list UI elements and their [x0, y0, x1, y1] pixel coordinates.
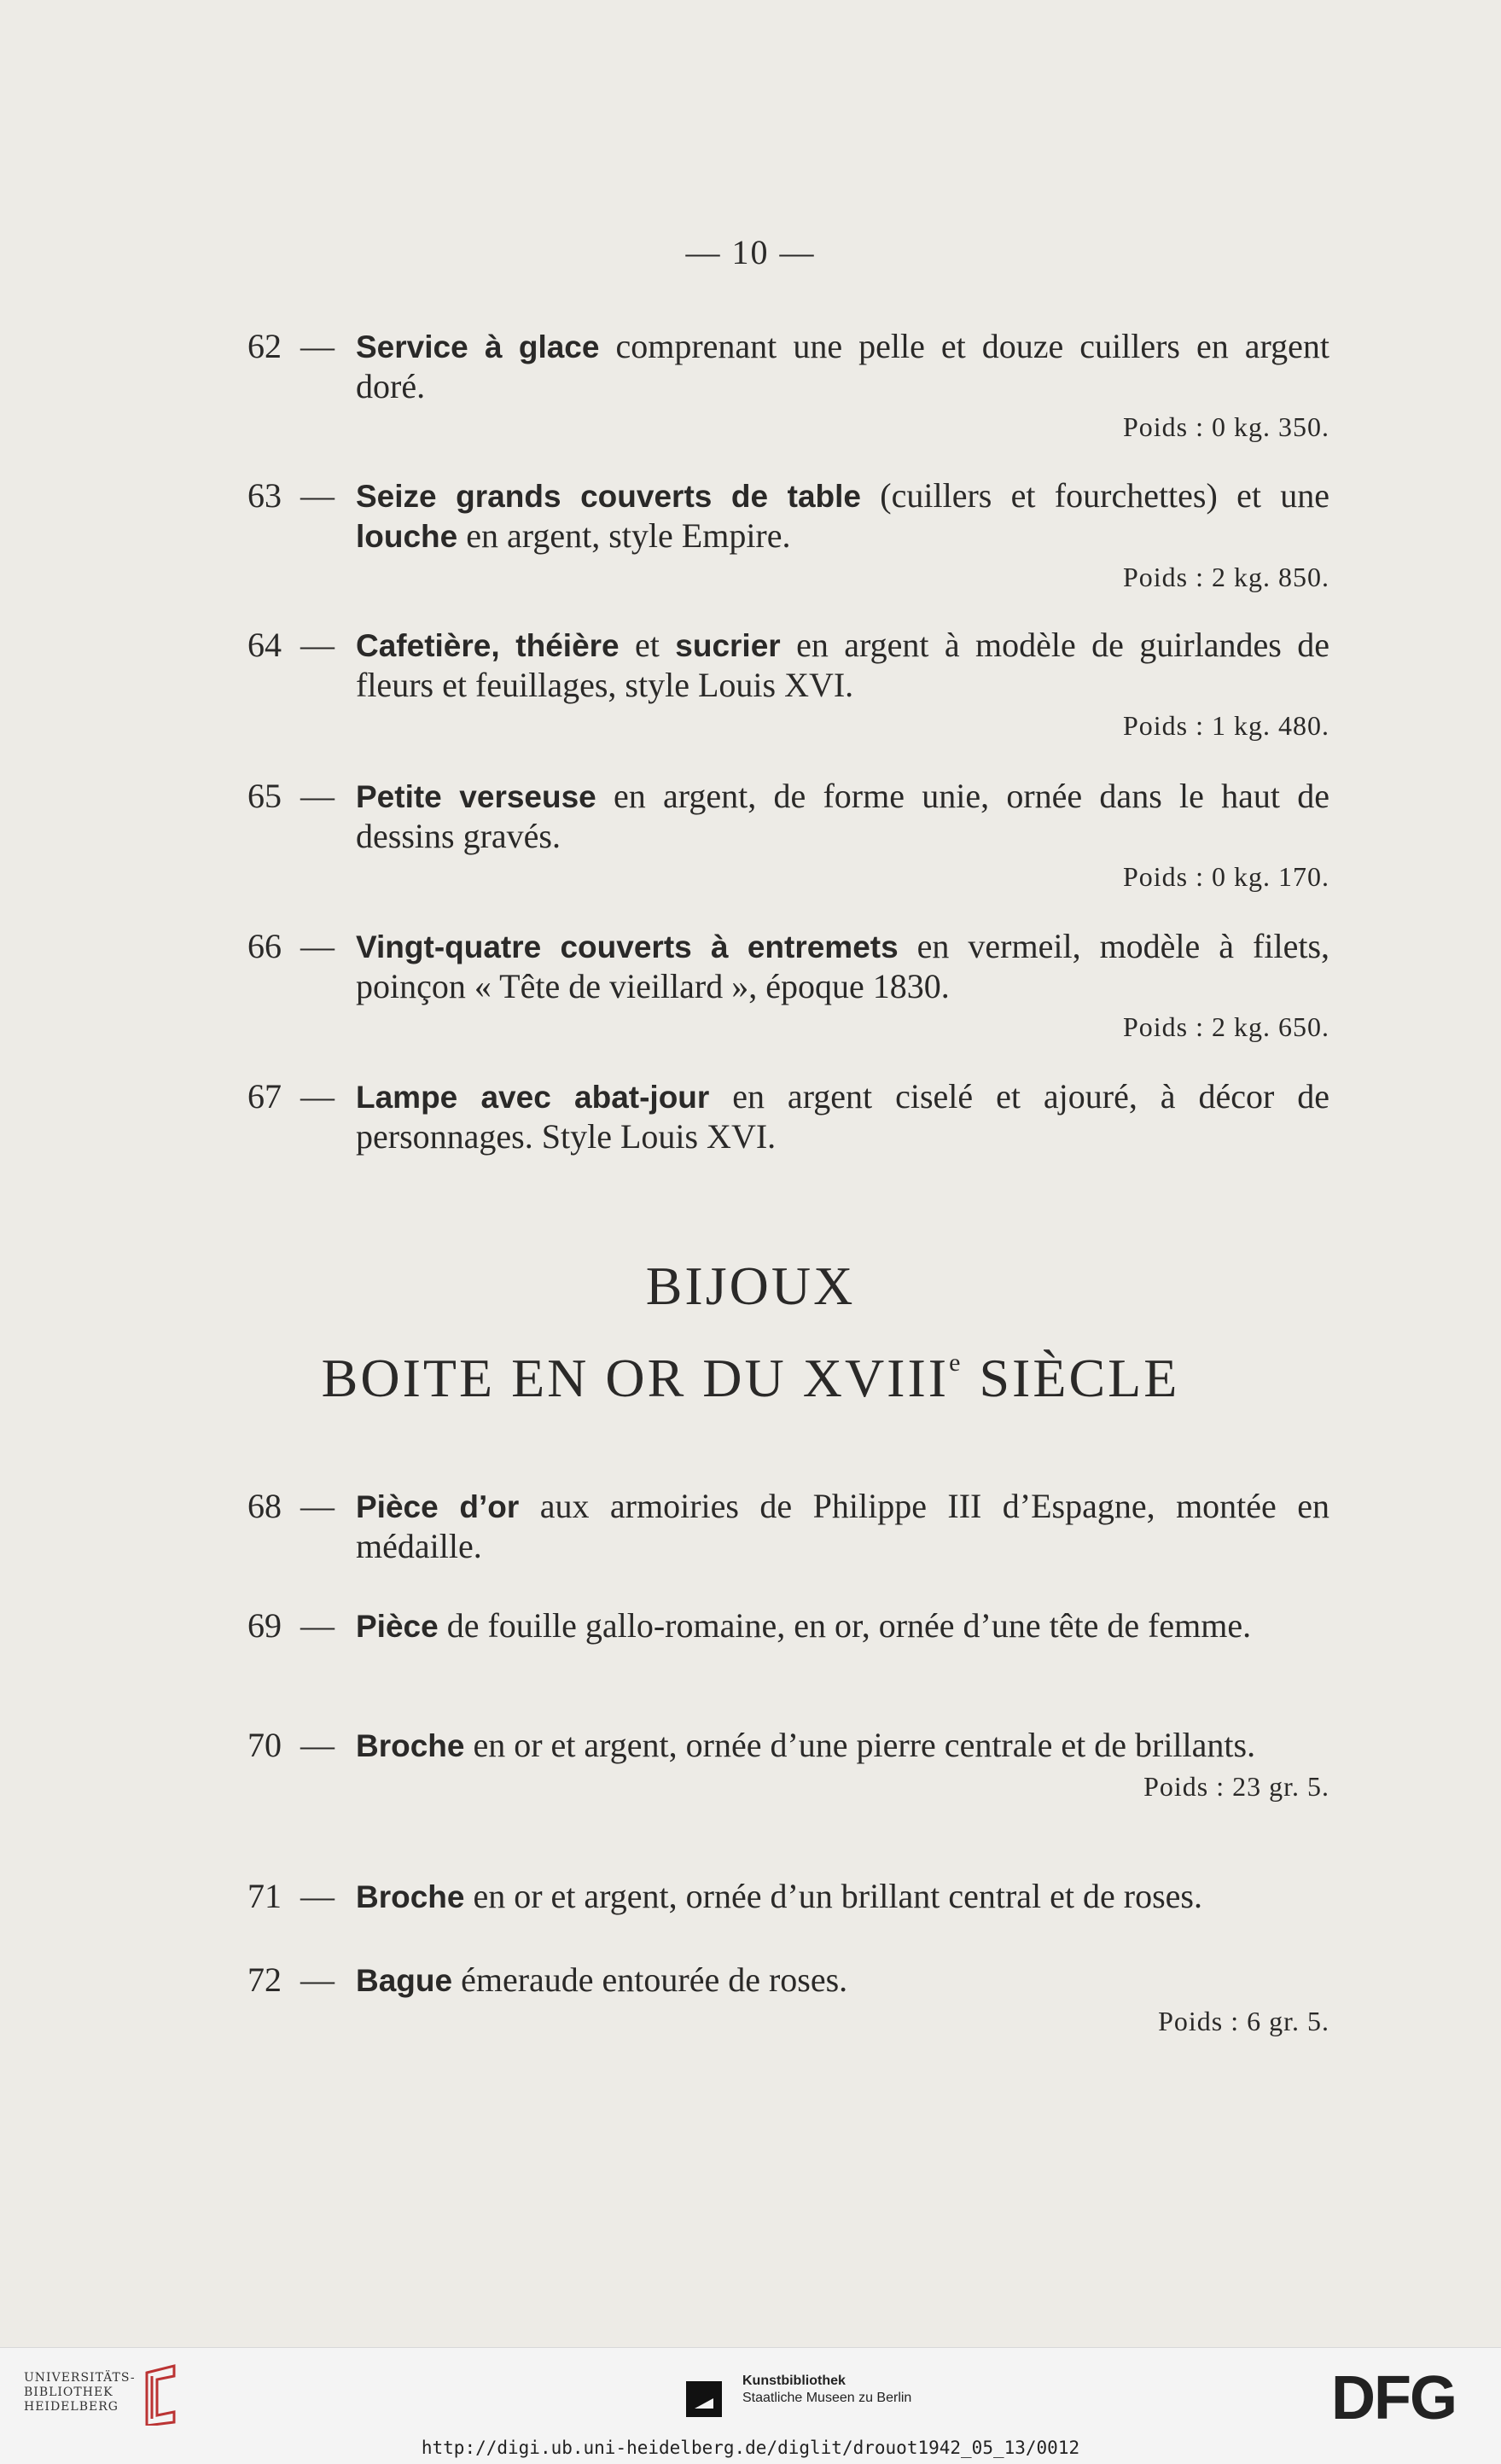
lot-text: aux armoiries de Philippe III d’Espagne, montée en médaille. — [356, 1487, 1329, 1565]
section-subtitle — [0, 1347, 1501, 1410]
lot-number: 69 — [247, 1606, 282, 1645]
lot-entry-65 — [247, 777, 1329, 894]
lot-description — [356, 327, 1329, 406]
lot-text: en or et argent, ornée d’une pierre centrale et de brillants. — [464, 1726, 1256, 1764]
lot-weight: Poids : 0 kg. 350. — [1122, 411, 1329, 442]
lot-text: émeraude entourée de roses. — [452, 1960, 848, 1999]
lot-entry-66 — [247, 927, 1329, 1044]
lot-dash: — — [300, 476, 335, 515]
university-library-name — [24, 2371, 136, 2414]
lot-title: Petite verseuse — [356, 779, 596, 814]
lot-text: comprenant une pelle et douze cuillers en argent doré. — [356, 327, 1329, 405]
lot-description — [356, 1877, 1329, 1917]
lot-text: en or et argent, ornée d’un brillant central et de roses. — [464, 1877, 1202, 1915]
kunstbibliothek-logo-icon — [683, 2378, 725, 2420]
lot-title: Bague — [356, 1963, 453, 1998]
lot-text: et — [619, 626, 676, 664]
lot-weight: Poids : 1 kg. 480. — [1122, 710, 1329, 741]
lot-title-secondary: louche — [356, 519, 458, 554]
lot-weight: Poids : 2 kg. 650. — [1122, 1011, 1329, 1042]
kunstbibliothek-subtitle: Staatliche Museen zu Berlin — [742, 2391, 912, 2405]
lot-dash: — — [300, 927, 335, 965]
lot-description — [356, 476, 1329, 556]
lot-description — [356, 626, 1329, 705]
lot-dash: — — [300, 1077, 335, 1115]
lot-entry-67 — [247, 1077, 1329, 1156]
library-line: BIBLIOTHEK — [24, 2385, 113, 2399]
lot-title: Broche — [356, 1728, 465, 1763]
lot-dash: — — [300, 1960, 335, 1999]
lot-entry-63 — [247, 476, 1329, 594]
lot-dash: — — [300, 327, 335, 365]
lot-description — [356, 1726, 1329, 1766]
library-line: HEIDELBERG — [24, 2400, 119, 2414]
lot-entry-62 — [247, 327, 1329, 444]
lot-weight: Poids : 0 kg. 170. — [1122, 861, 1329, 892]
subtitle-text-end: SIÈCLE — [963, 1348, 1180, 1408]
lot-title: Seize grands couverts de table — [356, 479, 862, 514]
lot-description — [356, 1606, 1329, 1646]
lot-weight: Poids : 2 kg. 850. — [1122, 562, 1329, 592]
lot-entry-70 — [247, 1726, 1329, 1803]
lot-dash: — — [300, 1487, 335, 1525]
lot-entry-69 — [247, 1606, 1329, 1646]
library-line: UNIVERSITÄTS- — [24, 2371, 136, 2385]
source-url[interactable]: http://digi.ub.uni-heidelberg.de/diglit/drouot1942_05_13/0012 — [421, 2438, 1080, 2458]
lot-description — [356, 777, 1329, 856]
lot-title: Pièce d’or — [356, 1489, 520, 1524]
lot-text-secondary: en argent, style Empire. — [457, 516, 791, 555]
lot-dash: — — [300, 1877, 335, 1915]
lot-weight: Poids : 23 gr. 5. — [1143, 1771, 1329, 1802]
lot-description — [356, 927, 1329, 1006]
lot-title: Pièce — [356, 1609, 439, 1644]
lot-number: 70 — [247, 1726, 282, 1764]
lot-text: en argent, de forme unie, ornée dans le haut de dessins gravés. — [356, 777, 1329, 855]
lot-entry-64 — [247, 626, 1329, 743]
lot-text: de fouille gallo-romaine, en or, ornée d’une tête de femme. — [438, 1606, 1252, 1645]
lot-title: Cafetière, théière — [356, 628, 620, 663]
lot-dash: — — [300, 1606, 335, 1645]
subtitle-text: BOITE EN OR DU XVIII — [321, 1348, 950, 1408]
lot-text: (cuillers et fourchettes) et une — [861, 476, 1330, 515]
lot-number: 72 — [247, 1960, 282, 1999]
lot-number: 67 — [247, 1077, 282, 1115]
kunstbibliothek-name: Kunstbibliothek — [742, 2374, 846, 2388]
lot-title-secondary: sucrier — [675, 628, 781, 663]
lot-entry-71 — [247, 1877, 1329, 1917]
section-title: BIJOUX — [645, 1255, 856, 1316]
lot-text: en argent ciselé et ajouré, à décor de personnages. Style Louis XVI. — [356, 1077, 1330, 1156]
subtitle-superscript: e — [949, 1349, 963, 1377]
lot-title: Service à glace — [356, 329, 600, 364]
lot-text-secondary: en argent à modèle de guirlandes de fleurs et feuillages, style Louis XVI. — [356, 626, 1329, 704]
lot-title: Lampe avec abat-jour — [356, 1080, 710, 1115]
lot-title: Broche — [356, 1879, 465, 1914]
lot-entry-72 — [247, 1960, 1329, 2038]
lot-text: en vermeil, modèle à filets, poinçon « Tête de vieillard », époque 1830. — [356, 927, 1330, 1005]
lot-number: 71 — [247, 1877, 282, 1915]
lot-entry-68 — [247, 1487, 1329, 1566]
lot-title: Vingt-quatre couverts à entremets — [356, 929, 899, 964]
lot-description — [356, 1487, 1329, 1566]
lot-dash: — — [300, 777, 335, 815]
lot-dash: — — [300, 626, 335, 664]
lot-number: 63 — [247, 476, 282, 515]
kunstbibliothek-credit — [742, 2373, 911, 2407]
lot-description — [356, 1960, 1329, 2001]
dfg-logo: DFG — [1331, 2364, 1456, 2432]
lot-number: 66 — [247, 927, 282, 965]
university-library-logo-icon — [140, 2364, 181, 2426]
lot-number: 65 — [247, 777, 282, 815]
lot-number: 62 — [247, 327, 282, 365]
lot-number: 64 — [247, 626, 282, 664]
lot-number: 68 — [247, 1487, 282, 1525]
page-number: — 10 — — [685, 233, 816, 271]
lot-dash: — — [300, 1726, 335, 1764]
lot-description — [356, 1077, 1329, 1156]
lot-weight: Poids : 6 gr. 5. — [1158, 2006, 1329, 2036]
